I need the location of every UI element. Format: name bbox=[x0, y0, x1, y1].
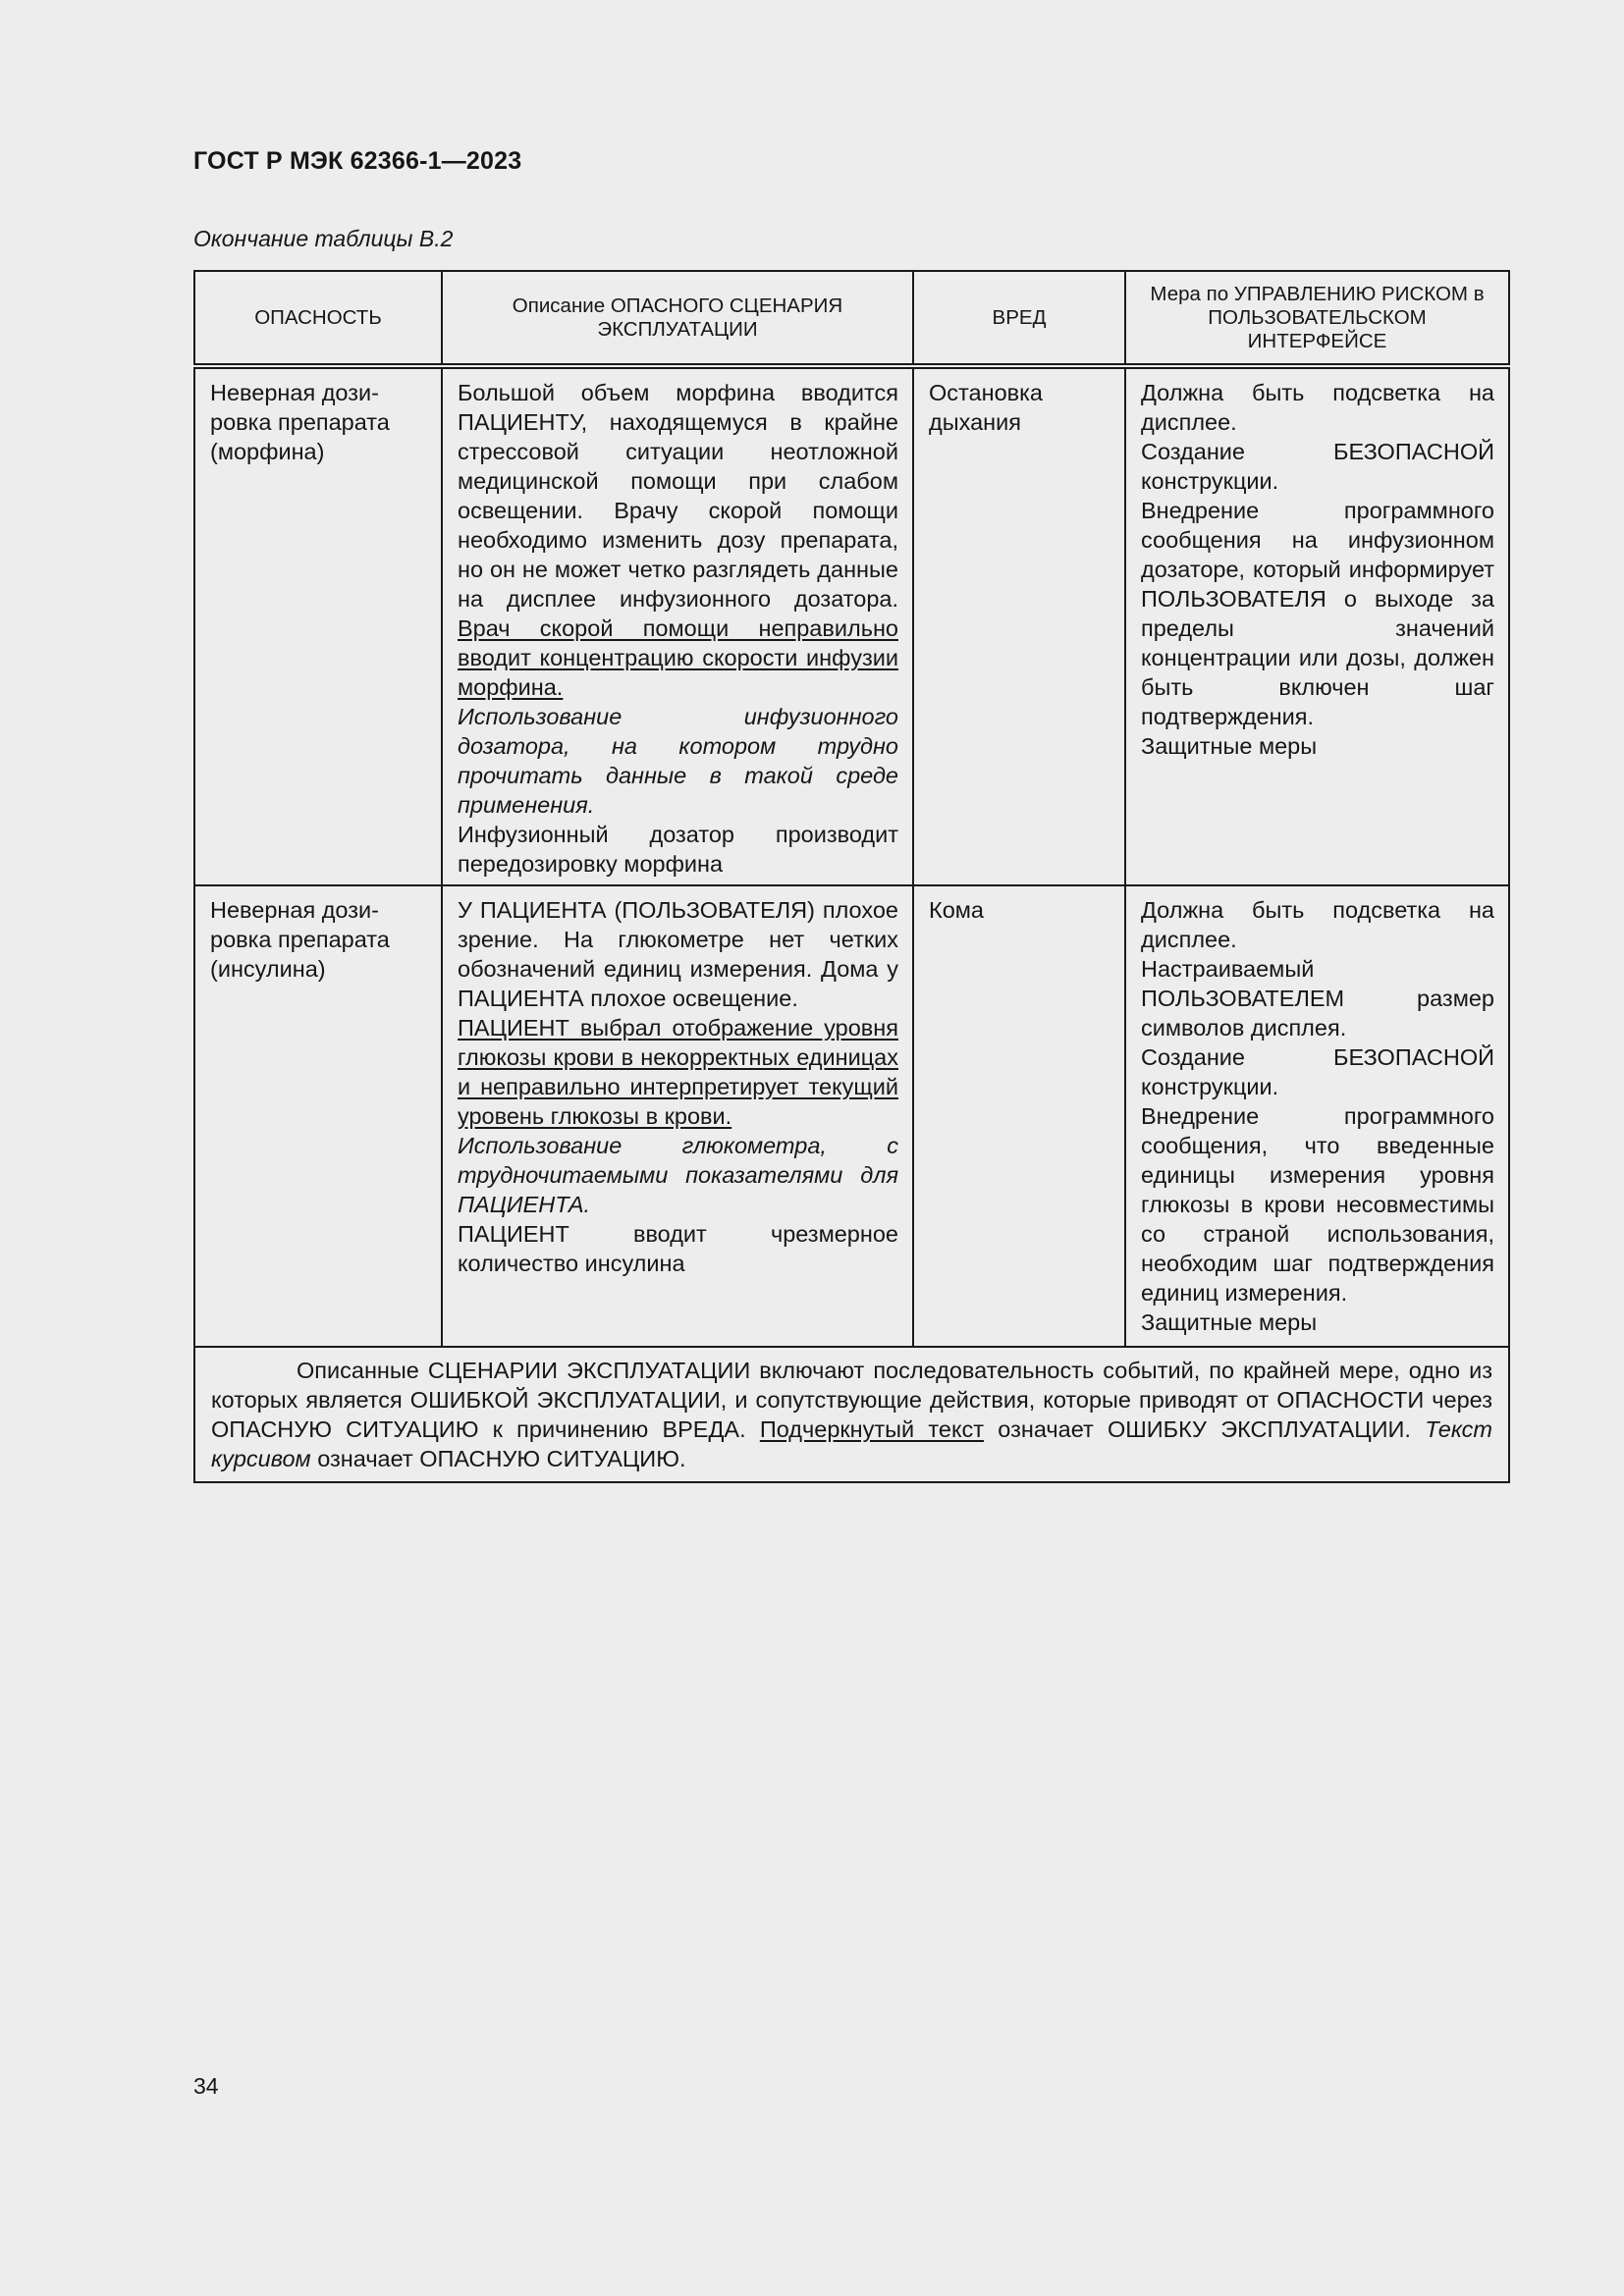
harm-cell: Кома bbox=[913, 885, 1125, 1347]
table-header-row bbox=[194, 271, 1509, 366]
table-note bbox=[194, 1347, 1509, 1482]
scenario-intro: Большой объем морфина вводится ПАЦИЕНТУ, находящемуся в крайне стрессовой ситуации неотложной медицинской помощи при слабом освещении. Врачу скорой помощи необходимо изменить дозу препарата, но он не может четко разглядеть данные на дисплее инфузионного дозатора. bbox=[458, 380, 898, 612]
page-number: 34 bbox=[193, 2073, 219, 2099]
table-caption: Окончание таблицы В.2 bbox=[193, 226, 454, 251]
document-header: ГОСТ Р МЭК 62366-1—2023 bbox=[193, 147, 522, 175]
measure-item: Защитные меры bbox=[1141, 733, 1318, 759]
measure-item: Внедрение программного сообщения, что введенные единицы измерения уровня глюкозы в крови несовместимы со страной использования, необходим шаг подтверждения единиц измерения. bbox=[1141, 1103, 1494, 1306]
scenario-cell bbox=[442, 366, 913, 885]
note-text: означает ОШИБКУ ЭКСПЛУАТАЦИИ. bbox=[998, 1416, 1411, 1442]
scenario-cell bbox=[442, 885, 913, 1347]
measure-item: Создание БЕЗОПАСНОЙ конструкции. bbox=[1141, 1044, 1494, 1099]
harm-cell: Остановка дыхания bbox=[913, 366, 1125, 885]
measure-item: Должна быть подсветка на дисплее. bbox=[1141, 380, 1494, 435]
measure-item: Внедрение программного сообщения на инфузионном дозаторе, который информирует ПОЛЬЗОВАТЕЛЯ о выходе за пределы значений концентрации или дозы, должен быть включен шаг подтверждения. bbox=[1141, 498, 1494, 729]
table-row bbox=[194, 885, 1509, 1347]
table-row bbox=[194, 366, 1509, 885]
column-header-hazard: ОПАСНОСТЬ bbox=[194, 271, 442, 366]
scenario-result: ПАЦИЕНТ вводит чрезмерное количество инсулина bbox=[458, 1221, 898, 1276]
measure-item: Создание БЕЗОПАСНОЙ конструкции. bbox=[1141, 439, 1494, 494]
note-underlined-sample: Подчеркнутый текст bbox=[759, 1416, 985, 1442]
measure-item: Защитные меры bbox=[1141, 1309, 1318, 1335]
hazardous-situation-text: Использование глюкометра, с трудночитаемыми показателями для ПАЦИЕНТА. bbox=[458, 1133, 898, 1217]
note-text: Описанные СЦЕНАРИИ ЭКСПЛУАТАЦИИ включают последовательность событий, по крайней мере, одно из которых является ОШИБКОЙ ЭКСПЛУАТАЦИИ, и сопутствующие действия, которые приводят от ОПАСНОСТИ через ОПАСНУЮ СИТУАЦИЮ к причинению ВРЕДА. bbox=[211, 1358, 1492, 1442]
scenario-intro: У ПАЦИЕНТА (ПОЛЬЗОВАТЕЛЯ) плохое зрение. На глюкометре нет четких обозначений единиц измерения. Дома у ПАЦИЕНТА плохое освещение. bbox=[458, 897, 898, 1011]
measure-item: Настраиваемый ПОЛЬЗОВАТЕЛЕМ размер символов дисплея. bbox=[1141, 956, 1494, 1041]
column-header-harm: ВРЕД bbox=[913, 271, 1125, 366]
scenario-result: Инфузионный дозатор производит передозировку морфина bbox=[458, 822, 898, 877]
table-note-row bbox=[194, 1347, 1509, 1482]
note-text: означает ОПАСНУЮ СИТУАЦИЮ. bbox=[317, 1446, 686, 1471]
column-header-measures: Мера по УПРАВЛЕНИЮ РИСКОМ в ПОЛЬЗОВАТЕЛЬСКОМ ИНТЕРФЕЙСЕ bbox=[1125, 271, 1509, 366]
hazardous-situation-text: Использование инфузионного дозатора, на котором трудно прочитать данные в такой среде применения. bbox=[458, 704, 898, 818]
column-header-scenario: Описание ОПАСНОГО СЦЕНАРИЯ ЭКСПЛУАТАЦИИ bbox=[442, 271, 913, 366]
measure-item: Должна быть подсветка на дисплее. bbox=[1141, 897, 1494, 952]
hazard-cell: Неверная дози-ровка препарата (инсулина) bbox=[194, 885, 442, 1347]
use-error-text: Врач скорой помощи неправильно вводит концентрацию скорости инфузии морфина. bbox=[458, 615, 898, 700]
use-error-text: ПАЦИЕНТ выбрал отображение уровня глюкозы крови в некорректных единицах и неправильно интерпретирует текущий уровень глюкозы в крови. bbox=[458, 1015, 898, 1129]
measures-cell bbox=[1125, 885, 1509, 1347]
hazard-cell: Неверная дози-ровка препарата (морфина) bbox=[194, 366, 442, 885]
measures-cell bbox=[1125, 366, 1509, 885]
note-italic-sample: Текст курсивом bbox=[211, 1416, 1492, 1471]
risk-table bbox=[193, 270, 1510, 1483]
